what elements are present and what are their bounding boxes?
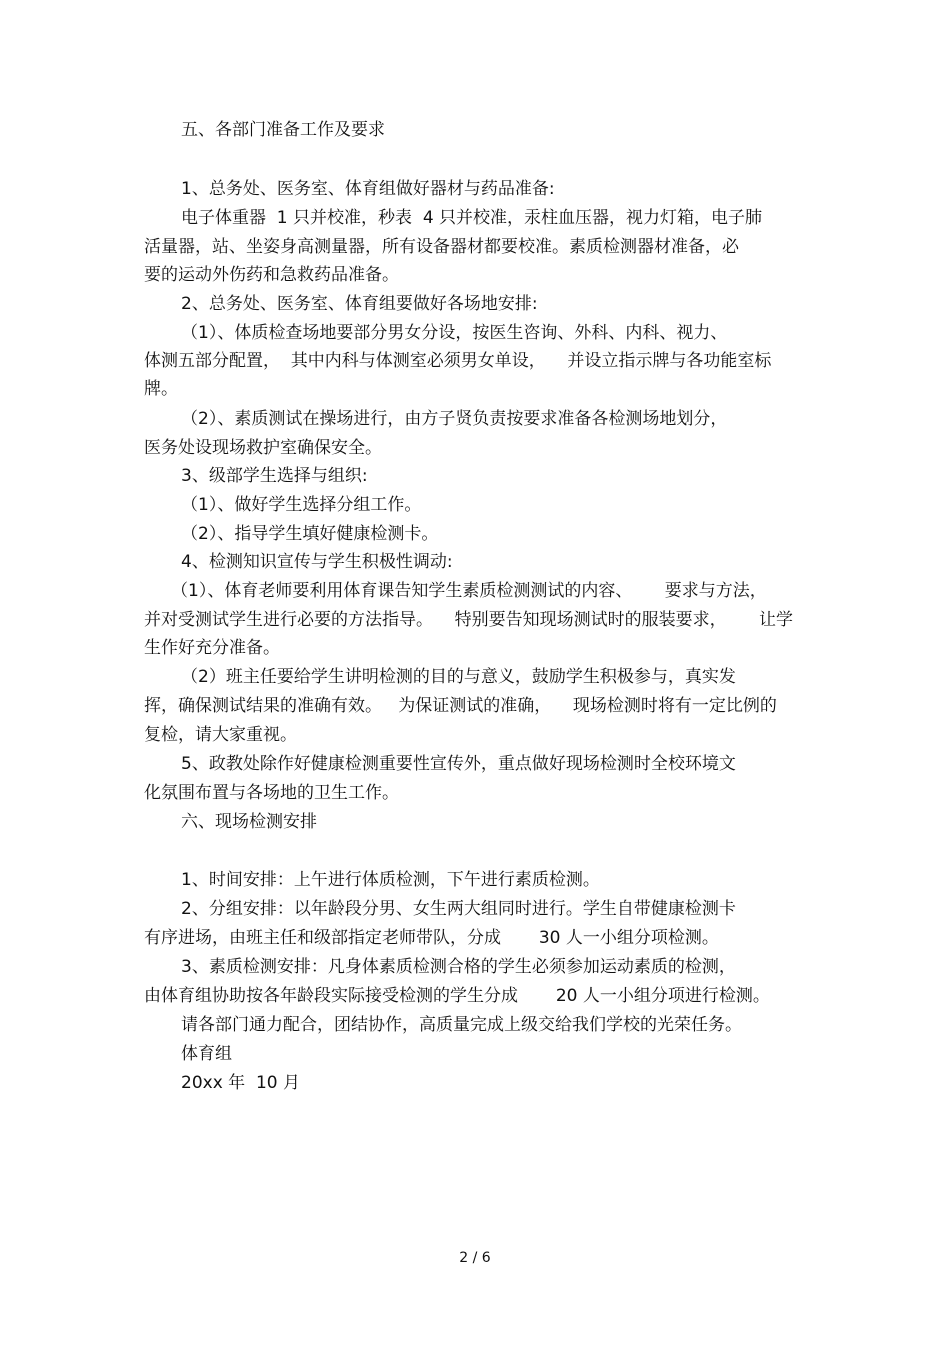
signature-date: 20xx 年 10 月 xyxy=(181,1073,300,1093)
text-line: 1、时间安排：上午进行体质检测，下午进行素质检测。 xyxy=(181,870,600,890)
text-line: 2、分组安排：以年龄段分男、女生两大组同时进行。学生自带健康检测卡 xyxy=(181,899,736,919)
text-line: 由体育组协助按各年龄段实际接受检测的学生分成 20 人一小组分项进行检测。 xyxy=(144,986,770,1006)
text-line: 并对受测试学生进行必要的方法指导。 特别要告知现场测试时的服装要求， 让学 xyxy=(144,610,794,630)
text-line: （1）、体质检查场地要部分男女分设，按医生咨询、外科、内科、视力、 xyxy=(181,323,728,343)
text-line: （2）、素质测试在操场进行，由方子贤负责按要求准备各检测场地划分， xyxy=(181,409,728,429)
section-heading-six: 六、现场检测安排 xyxy=(181,812,317,832)
text-line: （2）、指导学生填好健康检测卡。 xyxy=(181,524,439,544)
text-line: 1、总务处、医务室、体育组做好器材与药品准备: xyxy=(181,179,555,199)
text-line: 生作好充分准备。 xyxy=(144,638,280,658)
text-line: 3、级部学生选择与组织: xyxy=(181,466,368,486)
text-line: 电子体重器 1 只并校准，秒表 4 只并校准，汞柱血压器，视力灯箱，电子肺 xyxy=(181,208,763,228)
text-line: （1）、做好学生选择分组工作。 xyxy=(181,495,422,515)
text-line: 3、素质检测安排：凡身体素质检测合格的学生必须参加运动素质的检测， xyxy=(181,957,736,977)
signature-department: 体育组 xyxy=(181,1044,232,1064)
text-line: 有序进场，由班主任和级部指定老师带队，分成 30 人一小组分项检测。 xyxy=(144,928,719,948)
text-line: 挥，确保测试结果的准确有效。 为保证测试的准确， 现场检测时将有一定比例的 xyxy=(144,696,777,716)
page-number: 2 / 6 xyxy=(459,1250,491,1266)
text-line: （1）、体育老师要利用体育课告知学生素质检测测试的内容、 要求与方法， xyxy=(171,581,767,601)
text-line: 2、总务处、医务室、体育组要做好各场地安排: xyxy=(181,294,538,314)
text-line: 牌。 xyxy=(144,379,178,399)
text-line: （2）班主任要给学生讲明检测的目的与意义，鼓励学生积极参与，真实发 xyxy=(181,667,736,687)
text-line: 4、检测知识宣传与学生积极性调动: xyxy=(181,552,453,572)
text-line: 要的运动外伤药和急救药品准备。 xyxy=(144,265,399,285)
text-line: 活量器，站、坐姿身高测量器，所有设备器材都要校准。素质检测器材准备，必 xyxy=(144,237,739,257)
text-line: 请各部门通力配合，团结协作，高质量完成上级交给我们学校的光荣任务。 xyxy=(181,1015,742,1035)
text-line: 复检，请大家重视。 xyxy=(144,725,297,745)
section-heading-five: 五、各部门准备工作及要求 xyxy=(181,120,385,140)
text-line: 医务处设现场救护室确保安全。 xyxy=(144,438,382,458)
text-line: 化氛围布置与各场地的卫生工作。 xyxy=(144,783,399,803)
text-line: 5、政教处除作好健康检测重要性宣传外，重点做好现场检测时全校环境文 xyxy=(181,754,736,774)
text-line: 体测五部分配置， 其中内科与体测室必须男女单设， 并设立指示牌与各功能室标 xyxy=(144,351,772,371)
